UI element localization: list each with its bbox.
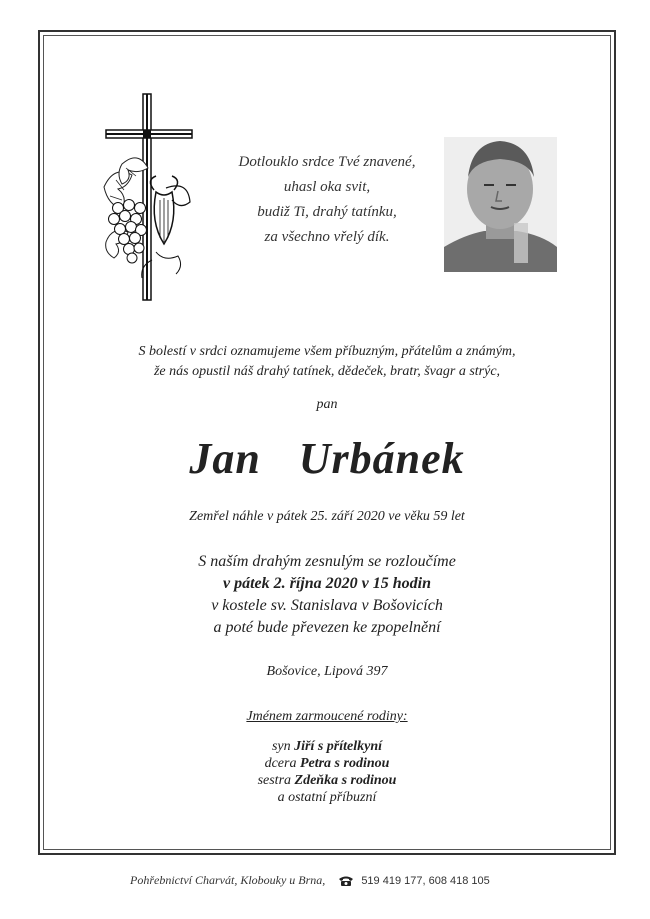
- family-heading-text: Jménem zarmoucené rodiny:: [246, 709, 408, 724]
- family-list: [43, 738, 611, 806]
- deceased-name: Jan Urbánek: [189, 434, 465, 483]
- honorific: pan: [316, 397, 338, 412]
- portrait-photo: [444, 137, 557, 272]
- cross-grapes-icon: [96, 92, 200, 302]
- funeral-company: Pohřebnictví Charvát, Klobouky u Brna,: [130, 873, 326, 887]
- poem-line: Dotlouklo srdce Tvé znavené,: [238, 154, 416, 170]
- family-member: Petra s rodinou: [299, 756, 390, 771]
- family-row: [43, 789, 611, 806]
- funeral-info: [43, 551, 611, 639]
- family-member: Jiří s přítelkyní: [294, 739, 383, 754]
- poem-line: za všechno vřelý dík.: [264, 229, 390, 245]
- announcement: [43, 342, 611, 382]
- footer: [130, 873, 510, 888]
- family-row: [43, 755, 611, 772]
- poem-line: uhasl oka svit,: [283, 179, 371, 195]
- funeral-intro: S naším drahým zesnulým se rozloučíme: [198, 553, 456, 570]
- announcement-line: že nás opustil náš drahý tatínek, dědeček, bratr, švagr a strýc,: [153, 364, 501, 379]
- phone-numbers: 519 419 177, 608 418 105: [361, 875, 490, 887]
- poem-line: budiž Ti, drahý tatínku,: [257, 204, 397, 220]
- address: Bošovice, Lipová 397: [266, 664, 388, 679]
- family-relation: dcera: [264, 756, 300, 771]
- announcement-line: S bolestí v srdci oznamujeme všem příbuzným, přátelům a známým,: [138, 344, 516, 359]
- phone-icon: [338, 875, 354, 887]
- funeral-place: v kostele sv. Stanislava v Bošovicích: [211, 597, 443, 614]
- family-relation: sestra: [257, 773, 295, 788]
- funeral-after: a poté bude převezen ke zpopelnění: [213, 619, 441, 636]
- funeral-date: v pátek 2. října 2020 v 15 hodin: [222, 575, 431, 592]
- family-member: Zdeňka s rodinou: [294, 773, 397, 788]
- family-heading: [43, 709, 611, 725]
- family-relation: syn: [271, 739, 295, 754]
- family-relation: a ostatní příbuzní: [277, 790, 377, 805]
- family-row: [43, 738, 611, 755]
- death-note: Zemřel náhle v pátek 25. září 2020 ve věku 59 let: [189, 509, 465, 524]
- poem: [222, 150, 432, 250]
- family-row: [43, 772, 611, 789]
